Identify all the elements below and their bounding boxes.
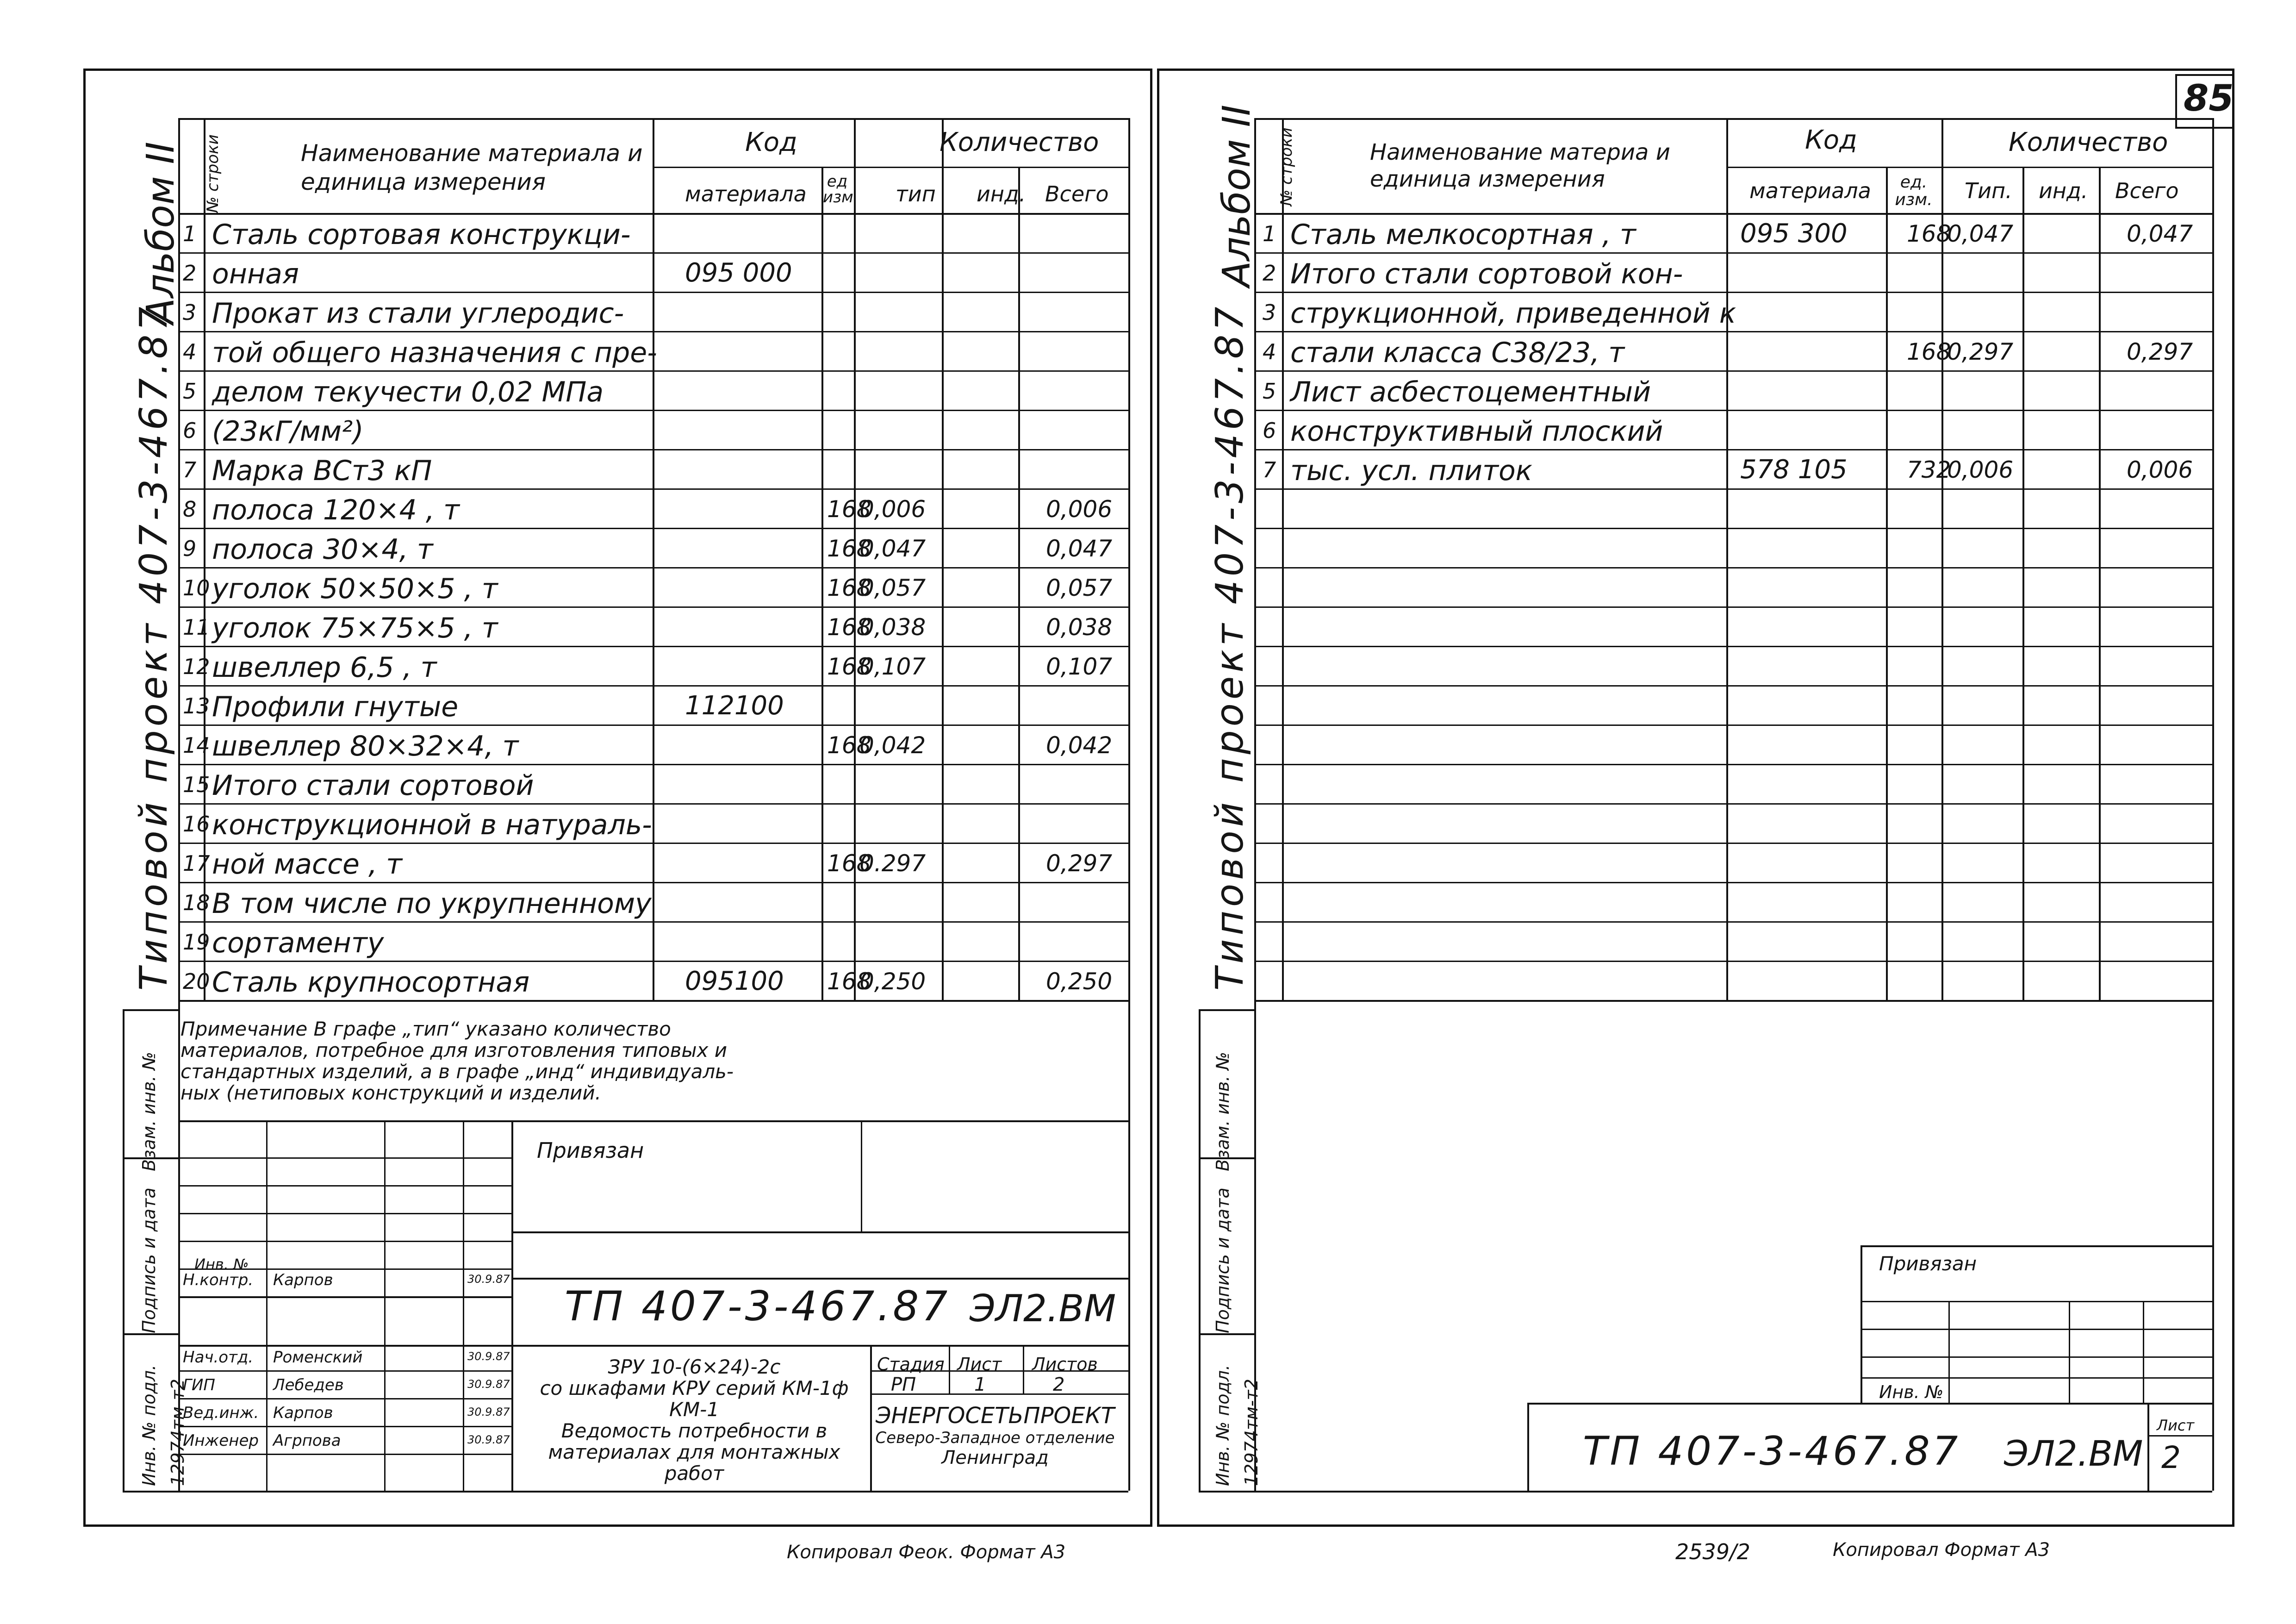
unit-code: 168 [1907,338,1951,365]
qty-type: 0,006 [859,496,926,523]
left-bottom-note: Копировал Феок. Формат А3 [787,1542,1066,1563]
stamp-column-line [1527,1403,1529,1491]
material-name: полоса 30×4, т [212,533,433,566]
qty-type: 0,006 [1947,456,2014,483]
unit-code: 732 [1907,456,1951,483]
right-inv-no: Инв. № [1879,1382,1944,1402]
stamp-date: 30.9.87 [467,1350,510,1363]
row-line [1254,528,2212,529]
org-city: Ленинград [941,1447,1049,1468]
page-number: 85 [2184,78,2234,119]
qty-total: 0,038 [1046,614,1113,641]
material-name: Лист асбестоцементный [1290,376,1651,408]
left-stage-label: Стадия [877,1354,945,1374]
row-number: 10 [183,575,210,600]
left-header-name-text: Наименование материала и единица измерения [301,140,643,195]
row-number: 2 [183,261,197,286]
stamp-name: Агрпова [273,1431,341,1450]
qty-type: 0.297 [859,850,926,877]
title-line: ЗРУ 10-(6×24)-2с [608,1355,781,1378]
note-line: ных (нетиповых конструкций и изделий. [180,1081,601,1104]
stamp-column-line [266,1120,268,1491]
qty-total: 0,297 [2127,338,2193,365]
row-line [1254,1000,2212,1002]
left-doc-title [518,1356,870,1484]
left-header-ind: инд. [977,181,1026,206]
stamp-row-line [178,1426,511,1427]
material-name: швеллер 80×32×4, т [212,730,519,762]
left-side-album: Альбом II [139,142,183,324]
stamp-column-line [1860,1245,1862,1403]
right-side-podpis: Подпись и дата [1213,1187,1233,1333]
left-header-name [301,139,671,196]
material-name: тыс. усл. плиток [1290,455,1532,487]
unit-code: 168 [827,614,871,641]
org-name: ЭНЕРГОСЕТЬПРОЕКТ [875,1403,1115,1429]
row-number: 3 [183,300,197,325]
title-line: материалах для монтажных [548,1441,840,1463]
row-line [1254,488,2212,490]
row-line [1254,803,2212,805]
table-left-line [178,118,180,1491]
stamp-bottom-line [1199,1491,2212,1493]
material-code: 095 300 [1740,219,1848,249]
row-number: 3 [1263,300,1276,325]
left-header-code-material: материала [685,181,807,206]
stamp-row-line [1860,1245,2212,1247]
row-number: 12 [183,654,210,679]
material-name: конструкционной в натураль- [212,809,652,841]
material-code: 112100 [685,691,784,721]
material-code: 578 105 [1740,455,1848,485]
right-header-type: Тип. [1965,178,2012,203]
row-number: 7 [1263,457,1276,482]
column-line [1886,167,1888,1000]
table-left-line [1254,118,1256,1491]
right-header-row-no: № строки [1277,127,1296,206]
qty-type: 0,038 [859,614,926,641]
left-header-unit: ед изм [823,172,853,206]
material-name: той общего назначения с пре- [212,337,657,369]
material-name: Прокат из стали углеродис- [212,297,624,330]
row-line [1254,961,2212,962]
stamp-column-line [463,1120,464,1491]
material-name: Сталь сортовая конструкци- [212,219,631,251]
material-name: Марка ВСт3 кП [212,455,432,487]
qty-type: 0,107 [859,653,926,680]
stamp-column-line [384,1120,386,1491]
header-mid-line [653,167,1128,168]
material-name: стали класса С38/23, т [1290,337,1625,369]
row-number: 2 [1263,261,1276,286]
row-number: 13 [183,693,210,718]
stamp-role: Инженер [183,1431,259,1450]
stamp-row-line [511,1278,1128,1280]
qty-type: 0,297 [1947,338,2014,365]
stamp-column-line [2143,1301,2144,1403]
qty-total: 0,107 [1046,653,1113,680]
material-name: онная [212,258,299,290]
qty-type: 0,250 [859,968,926,995]
left-org [870,1403,1120,1468]
right-side-vzam: Взам. инв. № [1213,1051,1233,1171]
stamp-name: Карпов [273,1271,333,1289]
stamp-date: 30.9.87 [467,1433,510,1446]
row-number: 8 [183,497,197,522]
left-privyazan: Привязан [537,1138,644,1163]
row-line [1254,882,2212,883]
stamp-row-line [178,1241,511,1242]
left-header-code: Код [745,127,797,157]
left-sheets: 2 [1053,1374,1065,1395]
row-number: 16 [183,812,210,837]
stamp-date: 30.9.87 [467,1273,510,1286]
material-name: Профили гнутые [212,691,459,723]
stamp-name: Карпов [273,1404,333,1422]
table-right-line [2212,118,2214,1491]
material-name: полоса 120×4 , т [212,494,460,526]
row-line [1254,449,2212,450]
stamp-row-line [178,1185,511,1187]
qty-total: 0,297 [1046,850,1113,877]
unit-code: 168 [827,575,871,601]
material-name: швеллер 6,5 , т [212,651,437,684]
material-name: Итого стали сортовой [212,769,534,802]
stamp-row-line [178,1398,511,1399]
left-side-vzam: Взам. инв. № [139,1051,159,1171]
title-line: работ [664,1462,724,1485]
right-doc-code: ТП 407-3-467.87 [1583,1428,1961,1474]
row-number: 1 [1263,221,1276,246]
column-line [1941,118,1943,1000]
unit-code: 168 [827,535,871,562]
stamp-row-line [178,1296,511,1298]
left-side-inv-value: 12974тм-т2 [168,1379,188,1486]
row-number: 17 [183,851,210,876]
row-line [1254,646,2212,647]
row-number: 5 [183,379,197,404]
stamp-column-line [2069,1301,2070,1403]
row-number: 20 [183,969,210,994]
unit-code: 168 [827,968,871,995]
stamp-row-line [511,1231,1128,1233]
row-line [1254,685,2212,687]
note-line: Примечание В графе „тип“ указано количество [180,1018,671,1040]
material-code: 095100 [685,966,784,996]
org-branch: Северо-Западное отделение [875,1429,1115,1447]
right-header-ind: инд. [2039,178,2088,203]
right-bottom-note: Копировал Формат А3 [1833,1539,2050,1561]
material-name: В том числе по укрупненному [212,887,652,920]
left-header-total: Всего [1045,181,1109,206]
right-bottom-number: 2539/2 [1675,1539,1750,1564]
right-header-name-text: Наименование материа и единица измерения [1370,139,1670,192]
right-header-unit: ед. изм. [1895,173,1933,209]
right-header-name [1370,139,1694,193]
qty-total: 0,250 [1046,968,1113,995]
unit-code: 168 [827,850,871,877]
material-name: струкционной, приведенной к [1290,297,1736,330]
qty-type: 0,047 [1947,220,2014,247]
stamp-row-line [178,1213,511,1214]
material-name: Итого стали сортовой кон- [1290,258,1683,290]
left-header-qty: Количество [940,127,1099,157]
row-number: 7 [183,457,197,482]
left-header-row-no: № строки [204,134,222,213]
row-line [1254,567,2212,568]
qty-total: 0,042 [1046,732,1113,759]
unit-code: 168 [827,653,871,680]
row-number: 1 [183,221,197,246]
row-line [1254,410,2212,411]
qty-total: 0,006 [1046,496,1113,523]
material-name: делом текучести 0,02 МПа [212,376,604,408]
column-line [2022,167,2024,1000]
row-line [1254,331,2212,332]
material-name: уголок 50×50×5 , т [212,573,498,605]
row-number: 6 [183,418,197,443]
right-side-inv: Инв. № подл. [1213,1364,1233,1486]
stamp-top-line [178,1120,1128,1122]
material-name: уголок 75×75×5 , т [212,612,498,644]
stamp-role: Н.контр. [183,1271,254,1289]
column-line [1018,167,1020,1000]
material-name: (23кГ/мм²) [212,415,364,448]
right-side-album: Альбом II [1215,105,1259,287]
row-line [1254,370,2212,372]
stamp-row-line [178,1345,1128,1347]
left-stage: РП [891,1374,916,1395]
stamp-row-line [178,1157,511,1159]
right-side-inv-value: 12974тм-т2 [1241,1379,1262,1486]
row-number: 11 [183,615,210,640]
table-top-line [1254,118,2212,120]
row-line [1254,606,2212,608]
unit-code: 168 [827,732,871,759]
stamp-row-line [1860,1356,2212,1358]
unit-code: 168 [1907,220,1951,247]
row-line [1254,764,2212,765]
stamp-row-line [1860,1377,2212,1379]
stamp-row-line [178,1454,511,1455]
row-number: 19 [183,930,210,955]
row-number: 15 [183,772,210,797]
column-line [942,118,944,1000]
material-name: ной массе , т [212,848,403,881]
column-line [1282,118,1284,1000]
left-doc-mark: ЭЛ2.ВМ [970,1287,1116,1330]
right-header-code-material: материала [1749,178,1871,203]
stamp-bottom-line [123,1491,1128,1493]
stamp-role: Нач.отд. [183,1348,254,1367]
left-doc-code: ТП 407-3-467.87 [565,1282,951,1330]
side-strip-line [123,1009,178,1011]
side-strip-line [123,1009,124,1491]
right-sheet-no: 2 [2161,1440,2181,1475]
qty-type: 0,047 [859,535,926,562]
right-doc-mark: ЭЛ2.ВМ [2004,1433,2143,1474]
qty-total: 0,057 [1046,575,1113,601]
side-strip-line [1199,1009,1201,1491]
side-strip-line [1199,1009,1254,1011]
right-privyazan: Привязан [1879,1252,1977,1275]
column-line [1726,118,1728,1000]
row-line [1254,725,2212,726]
stamp-role: ГИП [183,1376,215,1394]
header-bottom-line [1254,213,2212,215]
qty-type: 0,057 [859,575,926,601]
left-sheet: 1 [974,1374,986,1395]
stamp-row-line [1527,1403,2212,1405]
stamp-row-line [2147,1435,2212,1437]
title-line: Ведомость потребности в [561,1419,828,1442]
stamp-date: 30.9.87 [467,1405,510,1418]
right-header-qty: Количество [2009,127,2168,157]
column-line [2099,167,2101,1000]
table-right-line [1128,118,1130,1491]
qty-total: 0,047 [2127,220,2193,247]
left-sheet-label: Лист [957,1354,1002,1374]
stamp-name: Лебедев [273,1376,344,1394]
header-mid-line [1726,167,2212,168]
material-name: сортаменту [212,927,384,959]
stamp-column-line [511,1120,513,1491]
stamp-row-line [1860,1301,2212,1302]
stamp-column-line [2147,1403,2149,1491]
left-note [180,1018,734,1104]
right-header-code: Код [1805,125,1857,155]
note-line: материалов, потребное для изготовления типовых и [180,1039,727,1062]
column-line [821,167,823,1000]
stamp-row-line [1860,1329,2212,1330]
row-number: 4 [1263,339,1276,364]
stamp-column-line [1023,1345,1024,1393]
right-header-total: Всего [2115,178,2179,203]
row-number: 6 [1263,418,1276,443]
row-number: 18 [183,890,210,915]
row-number: 4 [183,339,197,364]
title-line: со шкафами КРУ серий КМ-1ф КМ-1 [540,1377,849,1421]
row-number: 14 [183,733,210,758]
stamp-column-line [1948,1301,1950,1403]
material-code: 095 000 [685,258,792,288]
row-line [1254,843,2212,844]
stamp-date: 30.9.87 [467,1378,510,1391]
stamp-name: Роменский [273,1348,363,1367]
qty-total: 0,006 [2127,456,2193,483]
row-number: 5 [1263,379,1276,404]
qty-total: 0,047 [1046,535,1113,562]
row-line [1254,921,2212,923]
row-line [178,1000,1128,1002]
left-side-inv: Инв. № подл. [139,1364,159,1486]
column-line [653,118,654,1000]
left-side-project: Типовой проект 407-3-467.87 [132,303,176,991]
stamp-column-line [949,1345,950,1393]
row-line [1254,252,2212,254]
right-side-project: Типовой проект 407-3-467.87 [1208,303,1252,991]
side-strip-line [123,1333,178,1335]
left-header-type: тип [896,181,936,206]
unit-code: 168 [827,496,871,523]
note-line: стандартных изделий, а в графе „инд“ индивидуаль- [180,1060,734,1083]
row-line [1254,292,2212,293]
material-name: конструктивный плоский [1290,415,1663,448]
right-sheet-label: Лист [2157,1417,2195,1434]
side-strip-line [1199,1333,1254,1335]
material-name: Сталь мелкосортная , т [1290,219,1636,251]
stamp-column-line [861,1120,862,1231]
qty-type: 0,042 [859,732,926,759]
stamp-role: Вед.инж. [183,1404,259,1422]
row-number: 9 [183,536,197,561]
left-side-podpis: Подпись и дата [139,1187,159,1333]
left-sheets-label: Листов [1032,1354,1098,1374]
left-inv-no: Инв. № [194,1255,249,1273]
material-name: Сталь крупносортная [212,966,530,999]
stamp-row-line [178,1370,511,1372]
